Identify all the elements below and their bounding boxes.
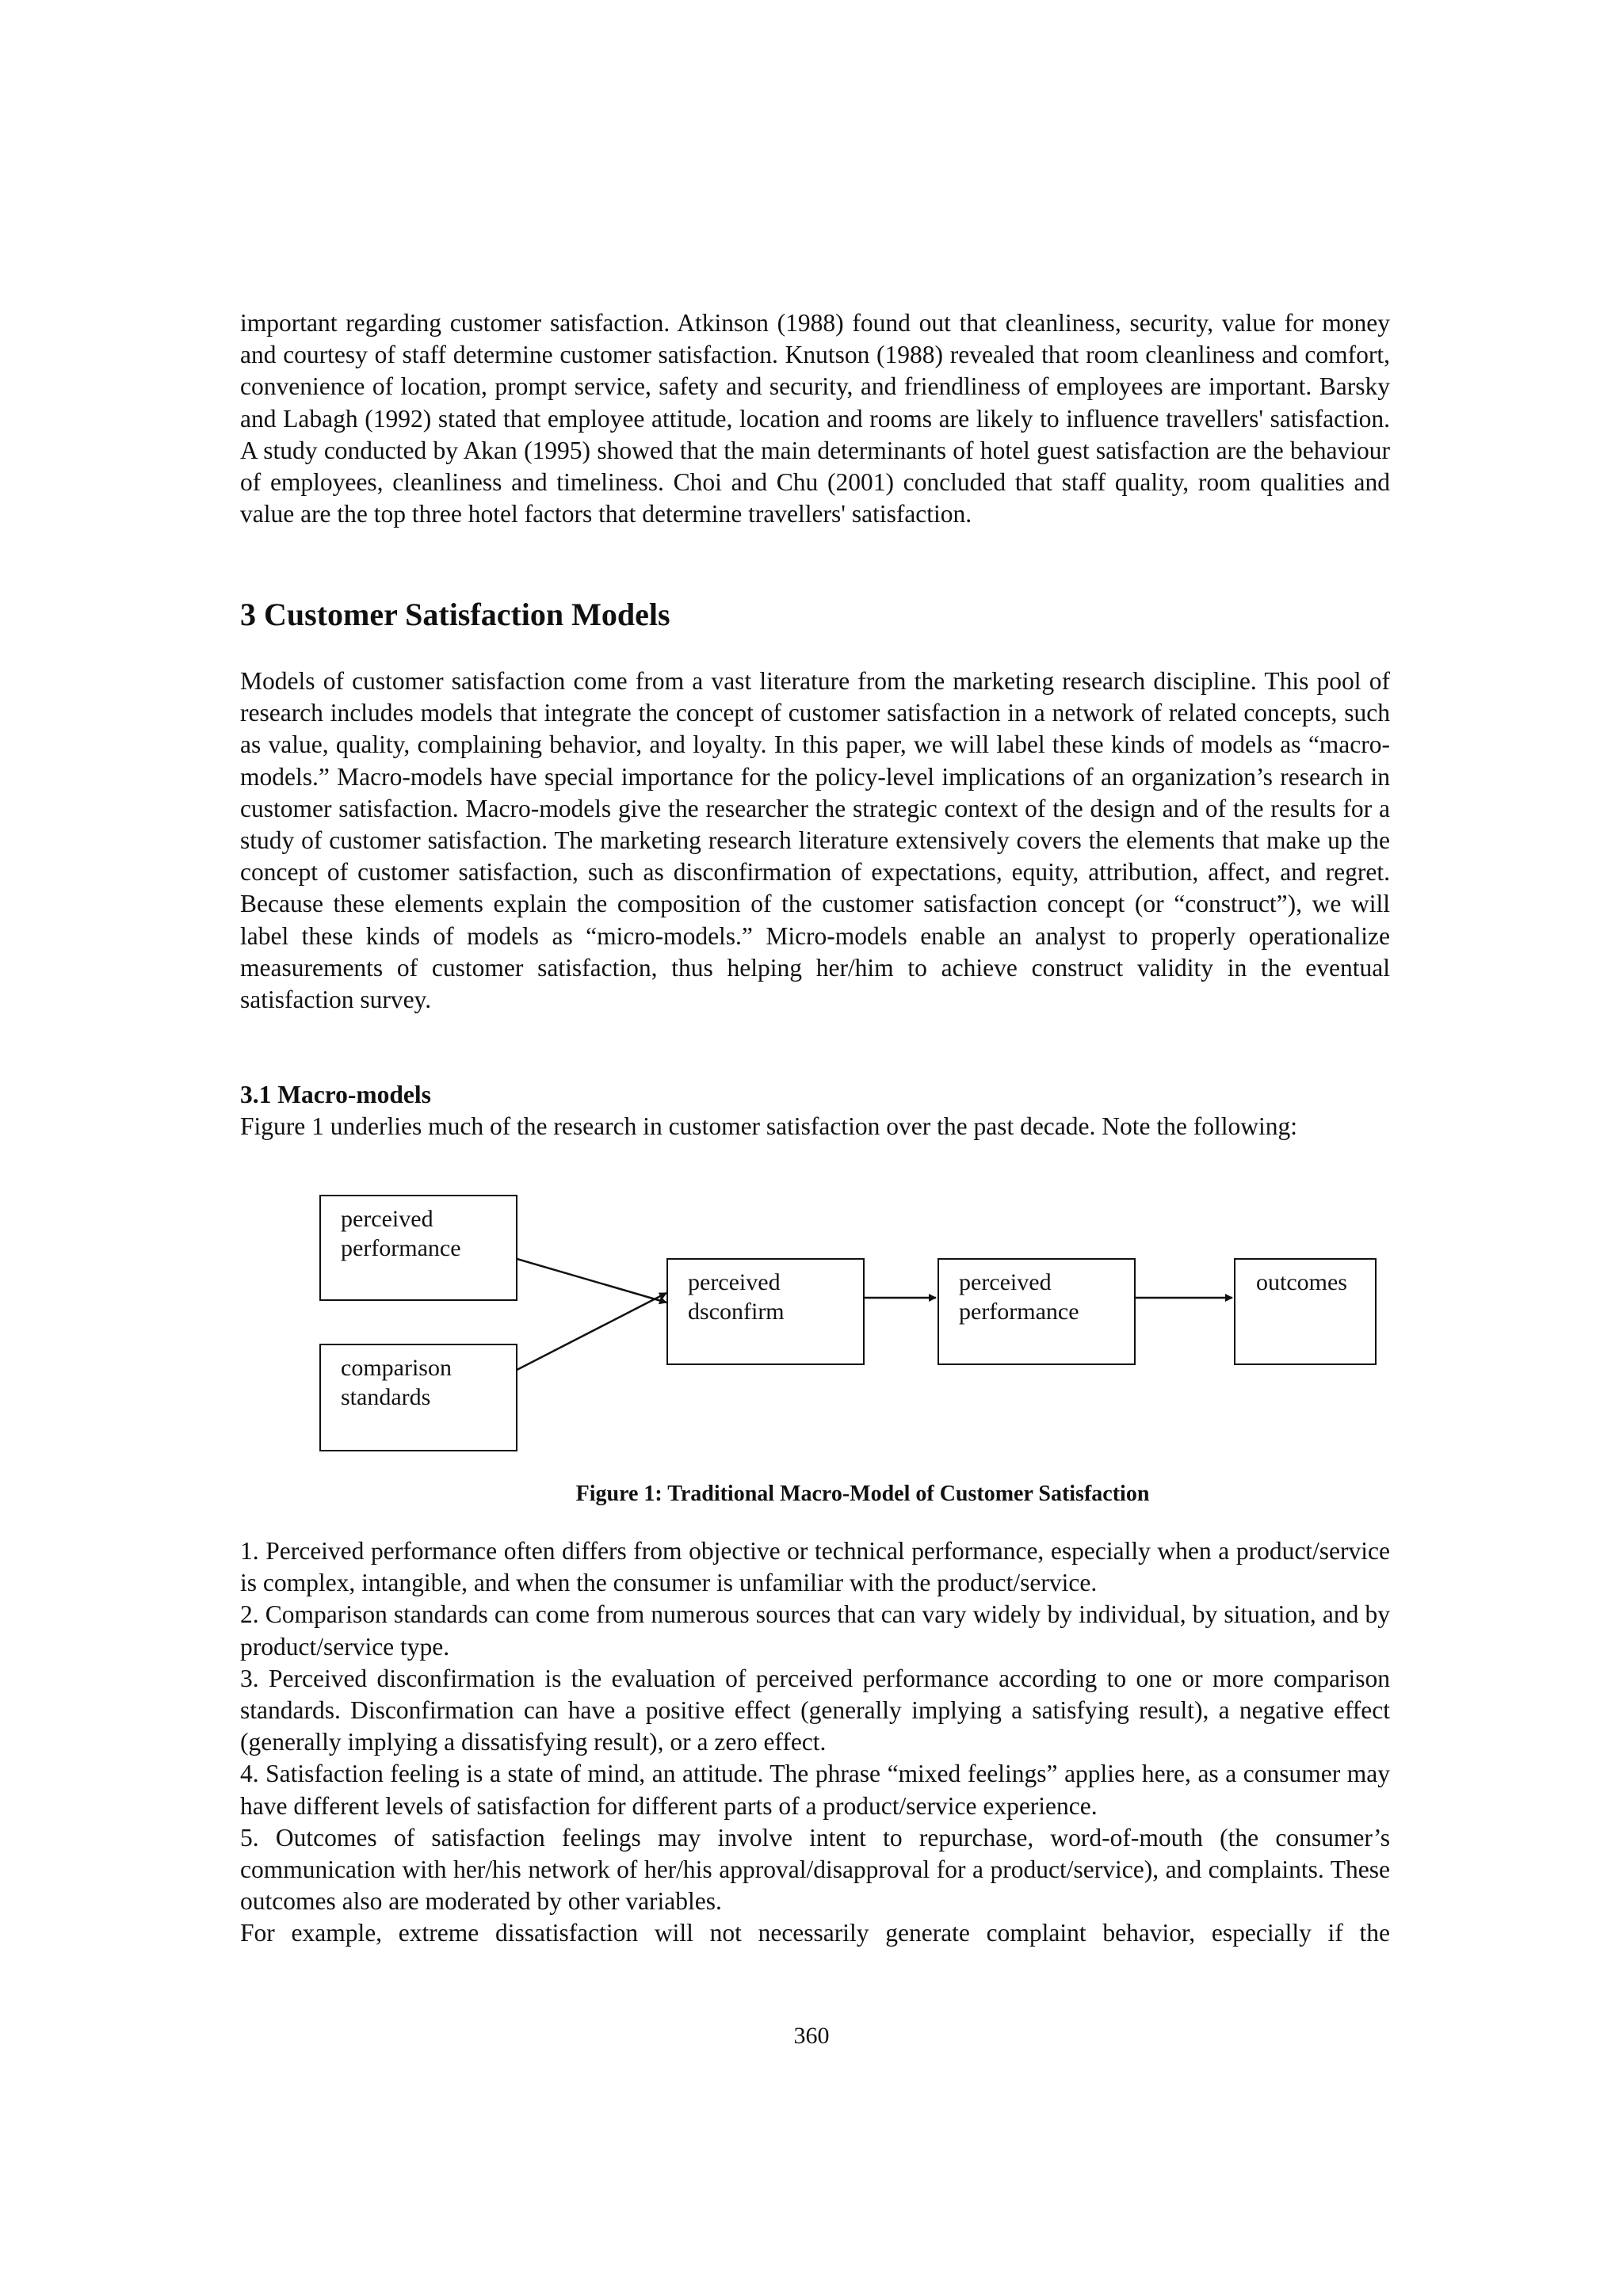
list-item: 2. Comparison standards can come from numerous sources that can vary widely by individual, by situation, and by product/service type. xyxy=(240,1600,1390,1661)
section-heading: 3 Customer Satisfaction Models xyxy=(240,597,670,632)
section-paragraph: Models of customer satisfaction come from a vast literature from the marketing research discipline. This pool of research includes models that integrate the concept of customer satisfaction in a network of related concepts, such as value, quality, complaining behavior, and loyalty. In this paper, we will label these kinds of models as “macro-models.” Macro-models have special importance for the policy-level implications of an organization’s research in customer satisfaction. Macro-models give the researcher the strategic context of the design and of the results for a study of customer satisfaction. The marketing research literature extensively covers the elements that make up the concept of customer satisfaction, such as disconfirmation of expectations, equity, attribution, affect, and regret. Because these elements explain the composition of the customer satisfaction concept (or “construct”), we will label these kinds of models as “micro-models.” Micro-models enable an analyst to properly operationalize measurements of customer satisfaction, thus helping her/him to achieve construct validity in the eventual satisfaction survey. xyxy=(240,667,1390,1014)
figure-caption: Figure 1: Traditional Macro-Model of Customer Satisfaction xyxy=(575,1482,1150,1506)
perceived-disconfirm-box: perceived dsconfirm xyxy=(666,1258,865,1365)
intro-paragraph: important regarding customer satisfaction. Atkinson (1988) found out that cleanliness, security, value for money and courtesy of staff determine customer satisfaction. Knutson (1988) revealed that room cleanliness and comfort, convenience of location, prompt service, safety and security, and friendliness of employees are important. Barsky and Labagh (1992) stated that employee attitude, location and rooms are likely to influence travellers' satisfaction. A study conducted by Akan (1995) showed that the main determinants of hotel guest satisfaction are the behaviour of employees, cleanliness and timeliness. Choi and Chu (2001) concluded that staff quality, room qualities and value are the top three hotel factors that determine travellers' satisfaction. xyxy=(240,309,1390,528)
page-number: 360 xyxy=(793,2023,830,2049)
perceived-performance-mid-box: perceived performance xyxy=(938,1258,1136,1365)
perceived-performance-input-box: perceived performance xyxy=(319,1195,517,1301)
subsection-paragraph: Figure 1 underlies much of the research in customer satisfaction over the past decade. Note the following: xyxy=(240,1112,1297,1140)
list-item: 3. Perceived disconfirmation is the evaluation of perceived performance according to one or more comparison standards. Disconfirmation can have a positive effect (generally implying a satisfying result), a negative effect (generally implying a dissatisfying result), or a zero effect. xyxy=(240,1664,1390,1756)
list-item: 5. Outcomes of satisfaction feelings may involve intent to repurchase, word-of-mouth (the consumer’s communication with her/his network of her/his approval/disapproval for a product/service), and complaints. These outcomes also are moderated by other variables. xyxy=(240,1823,1390,1916)
list-item: For example, extreme dissatisfaction will not necessarily generate complaint behavior, especially if the xyxy=(240,1919,1390,1947)
comparison-standards-box: comparison standards xyxy=(319,1344,517,1451)
macro-model-diagram xyxy=(240,1195,1390,1440)
list-item: 1. Perceived performance often differs from objective or technical performance, especially when a product/service is complex, intangible, and when the consumer is unfamiliar with the product/service. xyxy=(240,1537,1390,1597)
outcomes-box: outcomes xyxy=(1234,1258,1377,1365)
subsection-heading: 3.1 Macro-models xyxy=(240,1081,431,1108)
list-item: 4. Satisfaction feeling is a state of mind, an attitude. The phrase “mixed feelings” applies here, as a consumer may have different levels of satisfaction for different parts of a product/service experience. xyxy=(240,1760,1390,1820)
numbered-list xyxy=(240,1535,1390,1950)
